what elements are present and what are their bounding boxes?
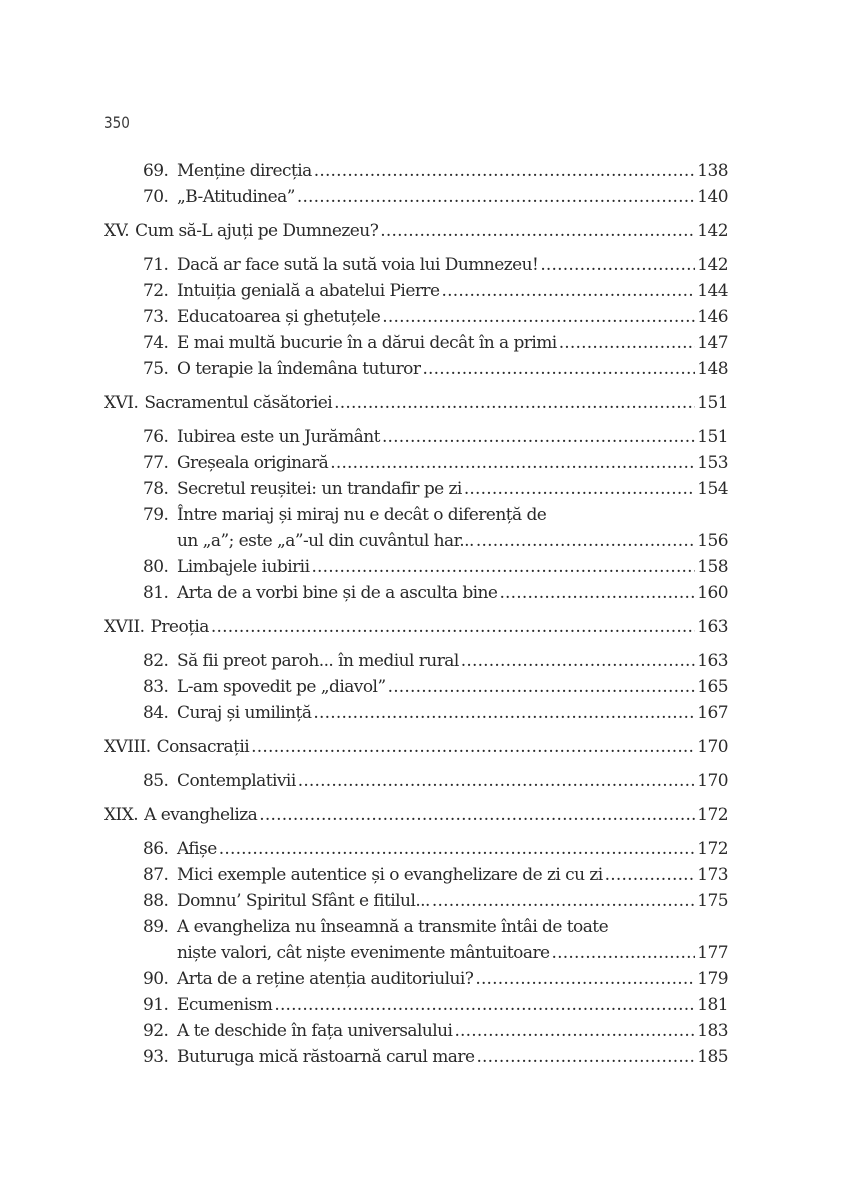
entry-number: 74. [143,333,169,353]
page-ref: 172 [697,839,728,859]
entry-title: un „a”; este „a”-ul din cuvântul har... [177,531,474,551]
dot-leader [461,648,695,674]
toc-entry-row[interactable] [104,992,728,1018]
page-ref: 175 [697,891,728,911]
toc-entry-row[interactable] [104,502,728,528]
dot-leader [442,278,696,304]
entry-number: 78. [143,479,169,499]
entry-number: 90. [143,969,169,989]
chapter-title: A evangheliza [144,805,258,825]
entry-number: 73. [143,307,169,327]
toc-entry-row[interactable] [104,580,728,606]
chapter-number: XVII. [104,617,145,637]
toc-entry-row[interactable] [104,862,728,888]
toc-entry-row[interactable] [104,528,728,554]
entry-title: Ecumenism [177,995,273,1015]
entry-number: 70. [143,187,169,207]
entry-number: 75. [143,359,169,379]
dot-leader [330,450,695,476]
toc-entry-row[interactable] [104,700,728,726]
entry-title: Contemplativii [177,771,296,791]
dot-leader [311,554,695,580]
toc-entry-row[interactable] [104,768,728,794]
dot-leader [314,158,695,184]
dot-leader [422,356,695,382]
dot-leader [499,580,695,606]
entry-title: „B-Atitudinea” [177,187,295,207]
toc-entry-row[interactable] [104,1018,728,1044]
entry-number: 83. [143,677,169,697]
toc-entry-row[interactable] [104,940,728,966]
dot-leader [211,614,695,640]
dot-leader [476,528,695,554]
entry-title: Arta de a reține atenția auditoriului? [177,969,474,989]
entry-title: Limbajele iubirii [177,557,310,577]
dot-leader [298,768,695,794]
page-ref: 165 [697,677,728,697]
entry-number: 80. [143,557,169,577]
entry-title: niște valori, cât niște evenimente mântuitoare [177,943,550,963]
entry-title: A evangheliza nu înseamnă a transmite întâi de toate [177,917,609,937]
toc-chapter-row[interactable] [104,390,728,416]
chapter-number: XIX. [104,805,139,825]
entry-number: 71. [143,255,169,275]
entry-number: 77. [143,453,169,473]
page-ref: 138 [697,161,728,181]
toc-entry-row[interactable] [104,888,728,914]
dot-leader [274,992,695,1018]
page-ref: 170 [697,737,728,757]
entry-title: Curaj și umilință [177,703,312,723]
entry-title: Iubirea este un Jurământ [177,427,380,447]
dot-leader [251,734,695,760]
dot-leader [334,390,695,416]
entry-title: A te deschide în fața universalului [177,1021,453,1041]
toc-entry-row[interactable] [104,184,728,210]
page-ref: 177 [697,943,728,963]
dot-leader [552,940,696,966]
chapter-title: Consacrații [156,737,250,757]
entry-number: 93. [143,1047,169,1067]
dot-leader [388,674,696,700]
chapter-number: XVIII. [104,737,151,757]
dot-leader [605,862,696,888]
toc-entry-row[interactable] [104,476,728,502]
page-ref: 163 [697,651,728,671]
toc-chapter-row[interactable] [104,614,728,640]
toc-entry-row[interactable] [104,836,728,862]
toc-entry-row[interactable] [104,356,728,382]
dot-leader [540,252,695,278]
chapter-title: Cum să-L ajuți pe Dumnezeu? [135,221,379,241]
entry-number: 89. [143,917,169,937]
page-ref: 181 [697,995,728,1015]
page-ref: 144 [697,281,728,301]
entry-number: 79. [143,505,169,525]
chapter-number: XVI. [104,393,139,413]
dot-leader [476,1044,695,1070]
page-ref: 160 [697,583,728,603]
entry-title: Buturuga mică răstoarnă carul mare [177,1047,475,1067]
page-ref: 147 [697,333,728,353]
dot-leader [464,476,695,502]
entry-title: E mai multă bucurie în a dărui decât în a primi [177,333,557,353]
page-ref: 142 [697,255,728,275]
toc-entry-row[interactable] [104,674,728,700]
toc-entry-row[interactable] [104,330,728,356]
entry-number: 85. [143,771,169,791]
dot-leader [382,304,695,330]
page-number: 350 [104,113,130,132]
dot-leader [382,424,695,450]
page-ref: 156 [697,531,728,551]
page-ref: 183 [697,1021,728,1041]
page-ref: 140 [697,187,728,207]
dot-leader [432,888,695,914]
dot-leader [475,966,695,992]
page-ref: 151 [697,393,728,413]
toc-entry-row[interactable] [104,304,728,330]
entry-number: 84. [143,703,169,723]
toc-entry-row[interactable] [104,450,728,476]
page-ref: 170 [697,771,728,791]
page-ref: 172 [697,805,728,825]
entry-title: Educatoarea și ghetuțele [177,307,381,327]
page-ref: 173 [697,865,728,885]
entry-number: 87. [143,865,169,885]
page-ref: 151 [697,427,728,447]
entry-number: 69. [143,161,169,181]
toc-entry-row[interactable] [104,554,728,580]
toc-entry-row[interactable] [104,158,728,184]
entry-number: 91. [143,995,169,1015]
toc-entry-row[interactable] [104,424,728,450]
entry-number: 72. [143,281,169,301]
toc-entry-row[interactable] [104,966,728,992]
entry-number: 81. [143,583,169,603]
page-ref: 146 [697,307,728,327]
dot-leader [297,184,695,210]
dot-leader [559,330,695,356]
toc-entry-row[interactable] [104,252,728,278]
entry-number: 82. [143,651,169,671]
dot-leader [380,218,695,244]
entry-title: Domnu’ Spiritul Sfânt e fitilul... [177,891,430,911]
entry-title: Afișe [177,839,217,859]
page-ref: 179 [697,969,728,989]
toc-entry-row[interactable] [104,278,728,304]
toc-chapter-row[interactable] [104,734,728,760]
page-ref: 142 [697,221,728,241]
dot-leader [259,802,695,828]
entry-title: Dacă ar face sută la sută voia lui Dumnezeu! [177,255,539,275]
entry-title: Arta de a vorbi bine și de a asculta bine [177,583,498,603]
dot-leader [313,700,695,726]
entry-number: 86. [143,839,169,859]
entry-number: 92. [143,1021,169,1041]
page-ref: 185 [697,1047,728,1067]
toc-chapter-row[interactable] [104,218,728,244]
dot-leader [219,836,695,862]
entry-title: Între mariaj și miraj nu e decât o diferență de [177,505,547,525]
page-ref: 153 [697,453,728,473]
dot-leader [454,1018,695,1044]
entry-title: Mici exemple autentice și o evanghelizare de zi cu zi [177,865,603,885]
chapter-title: Sacramentul căsătoriei [144,393,333,413]
entry-number: 76. [143,427,169,447]
page-ref: 158 [697,557,728,577]
toc-entry-row[interactable] [104,914,728,940]
page-ref: 163 [697,617,728,637]
page-ref: 167 [697,703,728,723]
entry-title: Intuiția genială a abatelui Pierre [177,281,440,301]
page-ref: 154 [697,479,728,499]
toc-entry-row[interactable] [104,1044,728,1070]
toc-entry-row[interactable] [104,648,728,674]
entry-title: O terapie la îndemâna tuturor [177,359,421,379]
chapter-number: XV. [104,221,130,241]
entry-title: Menține direcția [177,161,312,181]
toc-chapter-row[interactable] [104,802,728,828]
page-ref: 148 [697,359,728,379]
entry-title: Secretul reușitei: un trandafir pe zi [177,479,462,499]
entry-number: 88. [143,891,169,911]
chapter-title: Preoția [150,617,209,637]
table-of-contents [104,158,728,1070]
entry-title: Să fii preot paroh... în mediul rural [177,651,459,671]
entry-title: L-am spovedit pe „diavol” [177,677,386,697]
entry-title: Greșeala originară [177,453,329,473]
